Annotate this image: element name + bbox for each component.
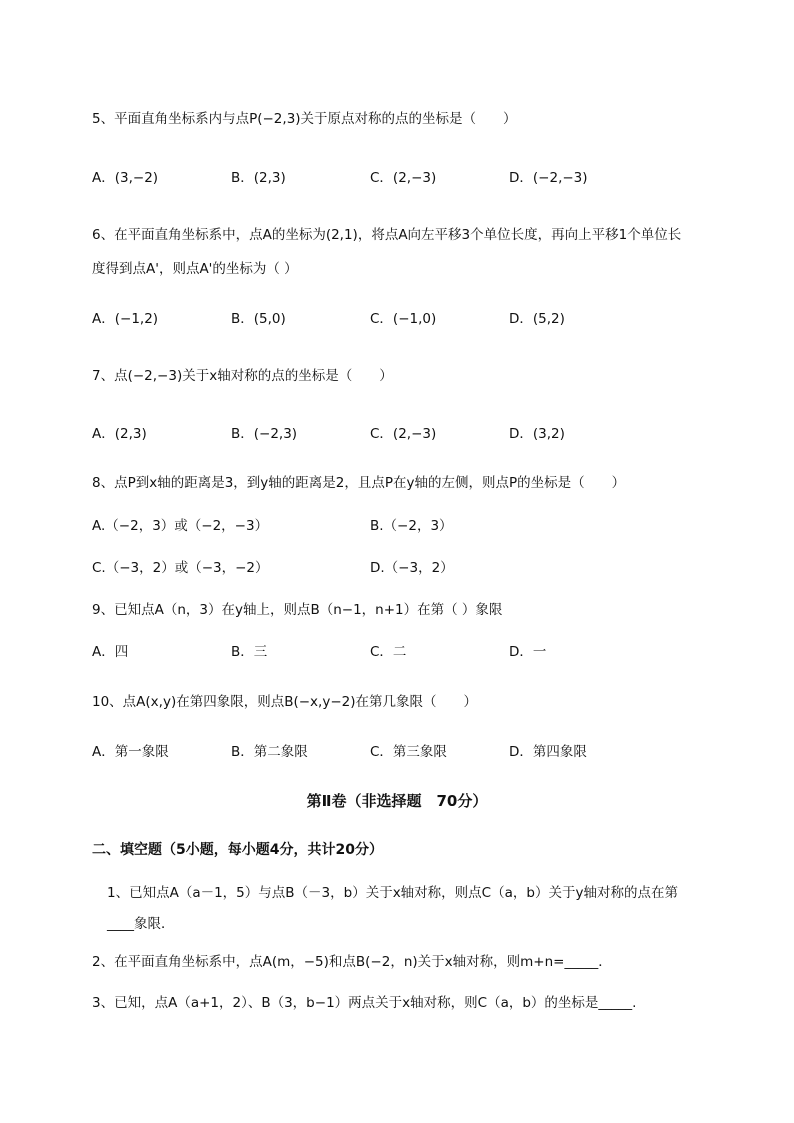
q9-option-b: B．三	[231, 644, 268, 660]
q7-option-d: D．(3,2)	[509, 426, 565, 442]
q6-option-c: C．(−1,0)	[370, 311, 437, 327]
q10-option-d: D．第四象限	[509, 744, 587, 760]
q7-option-a: A．(2,3)	[92, 426, 147, 442]
q8-option-c: C.（−3，2）或（−3，−2）	[92, 560, 269, 576]
q8-option-a: A.（−2，3）或（−2，−3）	[92, 518, 269, 534]
part-2-title: 第Ⅱ卷（非选择题 70分）	[306, 792, 488, 810]
q5-option-b: B．(2,3)	[231, 170, 286, 186]
question-6-stem-line2: 度得到点A'，则点A'的坐标为（ ）	[92, 261, 298, 277]
fill-question-2: 2、在平面直角坐标系中，点A(m，−5)和点B(−2，n)关于x轴对称，则m+n=_____．	[92, 954, 612, 970]
q5-option-d: D．(−2,−3)	[509, 170, 588, 186]
section-2-heading: 二、填空题（5小题，每小题4分，共计20分）	[92, 842, 383, 858]
fill-question-3: 3、已知，点A（a+1，2）、B（3，b−1）两点关于x轴对称，则C（a，b）的坐标是_____.	[92, 995, 637, 1011]
q8-option-d: D.（−3，2）	[370, 560, 454, 576]
question-10-stem: 10、点A(x,y)在第四象限，则点B(−x,y−2)在第几象限（ ）	[92, 694, 477, 710]
q6-option-a: A．(−1,2)	[92, 311, 159, 327]
q9-option-a: A．四	[92, 644, 129, 660]
q5-option-c: C．(2,−3)	[370, 170, 437, 186]
q7-option-c: C．(2,−3)	[370, 426, 437, 442]
q9-option-c: C．二	[370, 644, 407, 660]
question-9-stem: 9、已知点A（n，3）在y轴上，则点B（n−1，n+1）在第（ ）象限	[92, 602, 503, 618]
fill-question-1-line2: ____象限．	[107, 916, 175, 932]
question-6-stem-line1: 6、在平面直角坐标系中，点A的坐标为(2,1)，将点A向左平移3个单位长度，再向上平移1个单位长	[92, 227, 682, 243]
q6-option-b: B．(5,0)	[231, 311, 286, 327]
q9-option-d: D．一	[509, 644, 547, 660]
q7-option-b: B．(−2,3)	[231, 426, 298, 442]
question-5-stem: 5、平面直角坐标系内与点P(−2,3)关于原点对称的点的坐标是（ ）	[92, 111, 517, 127]
question-8-stem: 8、点P到x轴的距离是3，到y轴的距离是2，且点P在y轴的左侧，则点P的坐标是（ ）	[92, 475, 626, 491]
question-7-stem: 7、点(−2,−3)关于x轴对称的点的坐标是（ ）	[92, 368, 393, 384]
q6-option-d: D．(5,2)	[509, 311, 565, 327]
q10-option-c: C．第三象限	[370, 744, 447, 760]
q8-option-b: B.（−2，3）	[370, 518, 453, 534]
q10-option-b: B．第二象限	[231, 744, 308, 760]
q10-option-a: A．第一象限	[92, 744, 169, 760]
fill-question-1-line1: 1、已知点A（a－1，5）与点B（－3，b）关于x轴对称，则点C（a，b）关于y轴对称的点在第	[107, 885, 678, 901]
q5-option-a: A．(3,−2)	[92, 170, 159, 186]
